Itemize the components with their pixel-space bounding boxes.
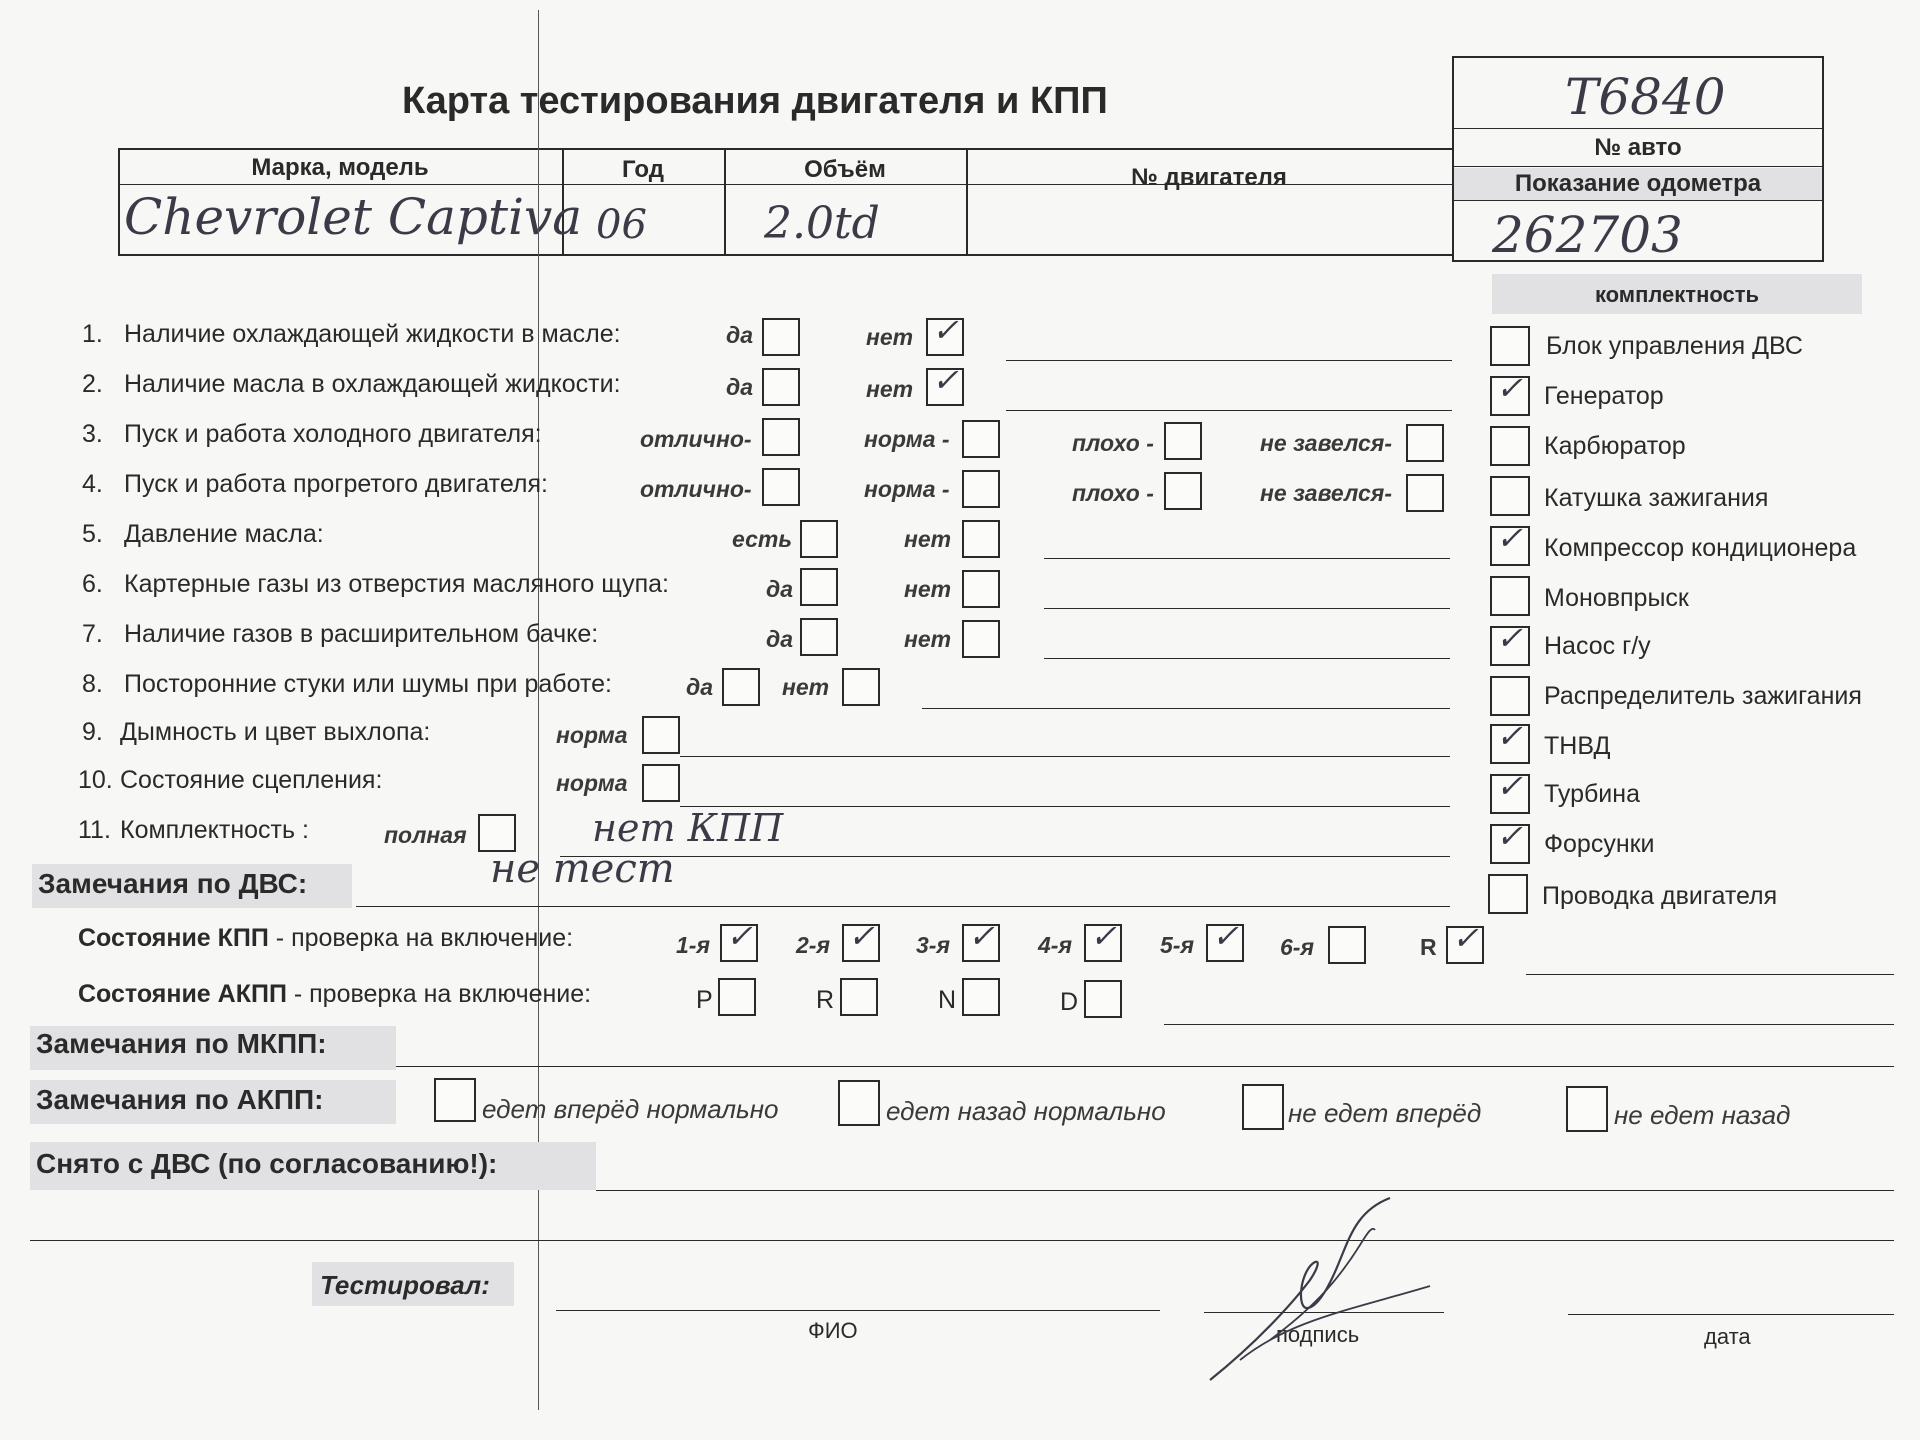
gear-label-3: 3-я xyxy=(916,932,950,958)
auto-checkbox-n[interactable] xyxy=(962,978,1000,1016)
manual-gearbox-label-rest: - проверка на включение: xyxy=(268,924,574,952)
checkbox-normal[interactable] xyxy=(642,716,680,754)
gear-label-2: 2-я xyxy=(796,932,830,958)
checkbox-yes[interactable] xyxy=(762,368,800,406)
date-caption: дата xyxy=(1704,1324,1751,1349)
auto-remarks-checkbox-backward-ok[interactable] xyxy=(838,1080,880,1126)
completeness-item-ac-compressor: Компрессор кондиционера xyxy=(1544,534,1857,562)
gear-label-6: 6-я xyxy=(1280,934,1314,960)
checklist-num-6: 6. xyxy=(82,570,103,598)
completeness-item-ecu: Блок управления ДВС xyxy=(1546,332,1803,360)
checklist-num-4: 4. xyxy=(82,470,103,498)
completeness-item-ignition-coil: Катушка зажигания xyxy=(1544,484,1769,512)
completeness-item-turbo: Турбина xyxy=(1544,780,1640,808)
option-label: нет xyxy=(904,576,952,602)
checkbox-excellent[interactable] xyxy=(762,468,800,506)
check-mark-icon: ✓ xyxy=(726,917,753,955)
tested-by-label: Тестировал: xyxy=(320,1270,490,1300)
option-label: полная xyxy=(384,822,467,848)
fold-line xyxy=(538,10,539,1410)
completeness-checkbox-carburetor[interactable] xyxy=(1490,426,1530,466)
auto-position-d: D xyxy=(1060,988,1079,1016)
checkbox-no[interactable] xyxy=(926,361,964,406)
car-number-label: № авто xyxy=(1594,134,1682,161)
check-mark-icon: ✓ xyxy=(1452,919,1479,957)
checklist-num-1: 1. xyxy=(82,320,103,348)
signature-caption: подпись xyxy=(1276,1322,1360,1347)
option-label: плохо - xyxy=(1072,430,1154,456)
option-label: норма xyxy=(556,722,628,748)
auto-checkbox-p[interactable] xyxy=(718,978,756,1016)
checklist-text-7: Наличие газов в расширительном бачке: xyxy=(124,620,599,648)
checklist-num-10: 10. xyxy=(78,766,113,794)
auto-checkbox-d[interactable] xyxy=(1084,980,1122,1018)
completeness-checkbox-ac-compressor[interactable] xyxy=(1490,519,1530,566)
completeness-item-distributor: Распределитель зажигания xyxy=(1544,682,1862,710)
gear-checkbox-1[interactable] xyxy=(720,917,758,962)
check-mark-icon: ✓ xyxy=(932,361,959,399)
option-label: норма - xyxy=(864,476,950,502)
checkbox-yes[interactable] xyxy=(800,618,838,656)
check-mark-icon: ✓ xyxy=(1496,817,1523,855)
checkbox-no[interactable] xyxy=(926,311,964,356)
make-value: Chevrolet Captiva xyxy=(124,188,583,246)
engine-remarks-note: не тест xyxy=(490,846,675,892)
auto-remarks-option-backward-ok: едет назад нормально xyxy=(886,1096,1166,1126)
remark-line xyxy=(922,708,1450,709)
manual-remarks-line xyxy=(396,1066,1894,1067)
option-label: отлично- xyxy=(640,426,752,452)
completeness-checkbox-distributor[interactable] xyxy=(1490,676,1530,716)
odometer-divider-2 xyxy=(1452,200,1824,201)
signature-image xyxy=(1200,1190,1460,1390)
checkbox-no[interactable] xyxy=(842,668,880,706)
checklist-num-2: 2. xyxy=(82,370,103,398)
removed-line-2 xyxy=(30,1240,1894,1241)
col-year: Год xyxy=(622,156,664,183)
completeness-checkbox-wiring[interactable] xyxy=(1488,874,1528,914)
checklist-text-5: Давление масла: xyxy=(124,520,324,548)
option-label: да xyxy=(726,374,754,400)
check-mark-icon: ✓ xyxy=(1496,767,1523,805)
gear-checkbox-r[interactable] xyxy=(1446,919,1484,964)
checklist-text-1: Наличие охлаждающей жидкости в масле: xyxy=(124,320,621,348)
checklist-text-9: Дымность и цвет выхлопа: xyxy=(120,718,431,746)
auto-gearbox-label-rest: - проверка на включение: xyxy=(286,980,592,1008)
checkbox-yes[interactable] xyxy=(800,520,838,558)
checkbox-no[interactable] xyxy=(962,570,1000,608)
checklist-text-10: Состояние сцепления: xyxy=(120,766,383,794)
checklist-num-11: 11. xyxy=(78,816,111,844)
name-line xyxy=(556,1310,1160,1311)
odometer-value: 262703 xyxy=(1492,206,1683,264)
option-label: есть xyxy=(732,526,792,552)
gear-checkbox-6[interactable] xyxy=(1328,926,1366,964)
removed-label: Снято с ДВС (по согласованию!): xyxy=(36,1148,498,1179)
checklist-text-2: Наличие масла в охлаждающей жидкости: xyxy=(124,370,621,398)
date-line xyxy=(1568,1314,1894,1315)
checklist-text-3: Пуск и работа холодного двигателя: xyxy=(124,420,542,448)
engine-remarks-label: Замечания по ДВС: xyxy=(38,868,308,899)
volume-value: 2.0td xyxy=(764,198,880,249)
option-label: плохо - xyxy=(1072,480,1154,506)
remark-line xyxy=(680,756,1450,757)
completeness-checkbox-generator[interactable] xyxy=(1490,369,1530,416)
car-number-divider xyxy=(1452,128,1824,129)
option-label: не завелся- xyxy=(1260,430,1392,456)
completeness-item-generator: Генератор xyxy=(1544,382,1664,410)
checkbox-no-start[interactable] xyxy=(1406,424,1444,462)
form-title: Карта тестирования двигателя и КПП xyxy=(402,80,1108,122)
checkbox-yes[interactable] xyxy=(722,668,760,706)
manual-remarks-label: Замечания по МКПП: xyxy=(36,1028,327,1059)
completeness-checkbox-injectors[interactable] xyxy=(1490,817,1530,864)
gear-checkbox-5[interactable] xyxy=(1206,917,1244,962)
auto-gearbox-label xyxy=(78,980,591,1009)
completeness-checkbox-mono-injection[interactable] xyxy=(1490,576,1530,616)
checkbox-no[interactable] xyxy=(962,620,1000,658)
checkbox-bad[interactable] xyxy=(1164,472,1202,510)
col-volume: Объём xyxy=(804,156,886,183)
auto-remarks-option-forward-ok: едет вперёд нормально xyxy=(482,1094,779,1124)
auto-remarks-option-no-forward: не едет вперёд xyxy=(1288,1098,1482,1128)
col-make: Марка, модель xyxy=(251,154,429,181)
auto-remarks-checkbox-no-backward[interactable] xyxy=(1566,1086,1608,1132)
remark-line xyxy=(1044,608,1450,609)
checkbox-yes[interactable] xyxy=(762,318,800,356)
checklist-num-9: 9. xyxy=(82,718,103,746)
checkbox-normal[interactable] xyxy=(962,420,1000,458)
auto-position-p: P xyxy=(696,986,713,1014)
checklist-num-8: 8. xyxy=(82,670,103,698)
name-caption: ФИО xyxy=(808,1318,858,1343)
check-mark-icon: ✓ xyxy=(968,917,995,955)
gear-label-5: 5-я xyxy=(1160,932,1194,958)
completeness-checkbox-ignition-coil[interactable] xyxy=(1490,476,1530,516)
option-label: да xyxy=(726,322,754,348)
completeness-item-wiring: Проводка двигателя xyxy=(1542,882,1778,910)
checklist-text-8: Посторонние стуки или шумы при работе: xyxy=(124,670,612,698)
completeness-item-ps-pump: Насос г/у xyxy=(1544,632,1651,660)
check-mark-icon: ✓ xyxy=(1090,917,1117,955)
auto-checkbox-r[interactable] xyxy=(840,978,878,1016)
option-label: не завелся- xyxy=(1260,480,1392,506)
manual-gearbox-label-bold: Состояние КПП xyxy=(78,924,269,952)
checkbox-bad[interactable] xyxy=(1164,422,1202,460)
year-value: 06 xyxy=(596,202,647,248)
auto-gearbox-line xyxy=(1164,1024,1894,1025)
option-label: да xyxy=(766,626,794,652)
check-mark-icon: ✓ xyxy=(932,311,959,349)
option-label: нет xyxy=(904,626,952,652)
manual-gearbox-label xyxy=(78,924,573,953)
completeness-checkbox-ps-pump[interactable] xyxy=(1490,619,1530,666)
completeness-header: комплектность xyxy=(1594,282,1760,307)
checkbox-normal[interactable] xyxy=(642,764,680,802)
checkbox-no-start[interactable] xyxy=(1406,474,1444,512)
auto-remarks-option-no-backward: не едет назад xyxy=(1614,1100,1791,1130)
check-mark-icon: ✓ xyxy=(1212,917,1239,955)
gear-checkbox-2[interactable] xyxy=(842,917,880,962)
checkbox-no[interactable] xyxy=(962,520,1000,558)
check-mark-icon: ✓ xyxy=(1496,369,1523,407)
remark-line xyxy=(1044,558,1450,559)
check-mark-icon: ✓ xyxy=(1496,519,1523,557)
manual-gearbox-line xyxy=(1526,974,1894,975)
auto-remarks-checkbox-forward-ok[interactable] xyxy=(434,1078,476,1122)
completeness-checkbox-turbo[interactable] xyxy=(1490,767,1530,814)
remark-line xyxy=(560,856,1450,857)
option-label: отлично- xyxy=(640,476,752,502)
option-label: норма xyxy=(556,770,628,796)
option-label: норма - xyxy=(864,426,950,452)
gear-checkbox-4[interactable] xyxy=(1084,917,1122,962)
gear-label-4: 4-я xyxy=(1038,932,1072,958)
odometer-label: Показание одометра xyxy=(1514,170,1762,197)
remark-line xyxy=(680,806,1450,807)
checklist-text-11: Комплектность : xyxy=(120,816,309,844)
option-label: да xyxy=(686,674,714,700)
auto-remarks-label: Замечания по АКПП: xyxy=(36,1084,324,1115)
auto-position-r: R xyxy=(816,986,835,1014)
option-label: нет xyxy=(866,376,914,402)
completeness-note: нет КПП xyxy=(592,806,784,850)
auto-gearbox-label-bold: Состояние АКПП xyxy=(78,980,287,1008)
completeness-item-carburetor: Карбюратор xyxy=(1544,432,1686,460)
odometer-divider xyxy=(1452,166,1824,167)
gear-label-1: 1-я xyxy=(676,932,710,958)
checklist-num-7: 7. xyxy=(82,620,103,648)
auto-remarks-checkbox-no-forward[interactable] xyxy=(1242,1084,1284,1130)
checkbox-yes[interactable] xyxy=(800,568,838,606)
car-number-value: T6840 xyxy=(1565,68,1726,126)
remark-line xyxy=(1044,658,1450,659)
gear-checkbox-3[interactable] xyxy=(962,917,1000,962)
option-label: нет xyxy=(866,324,914,350)
completeness-item-injection-pump: ТНВД xyxy=(1544,732,1611,760)
check-mark-icon: ✓ xyxy=(848,917,875,955)
checklist-num-5: 5. xyxy=(82,520,103,548)
completeness-item-injectors: Форсунки xyxy=(1544,830,1655,858)
check-mark-icon: ✓ xyxy=(1496,717,1523,755)
checklist-text-4: Пуск и работа прогретого двигателя: xyxy=(124,470,548,498)
remark-line xyxy=(1006,410,1452,411)
completeness-checkbox-ecu[interactable] xyxy=(1490,326,1530,366)
option-label: да xyxy=(766,576,794,602)
completeness-item-mono-injection: Моновпрыск xyxy=(1544,584,1689,612)
auto-position-n: N xyxy=(938,986,957,1014)
gear-label-r: R xyxy=(1420,934,1437,960)
checkbox-excellent[interactable] xyxy=(762,418,800,456)
col-engine-no: № двигателя xyxy=(1131,164,1287,191)
option-label: нет xyxy=(782,674,830,700)
engine-remarks-line xyxy=(356,906,1450,907)
completeness-checkbox-injection-pump[interactable] xyxy=(1490,717,1530,764)
check-mark-icon: ✓ xyxy=(1496,619,1523,657)
remark-line xyxy=(1006,360,1452,361)
option-label: нет xyxy=(904,526,952,552)
checklist-text-6: Картерные газы из отверстия масляного щупа: xyxy=(124,570,669,598)
checklist-num-3: 3. xyxy=(82,420,103,448)
checkbox-normal[interactable] xyxy=(962,470,1000,508)
